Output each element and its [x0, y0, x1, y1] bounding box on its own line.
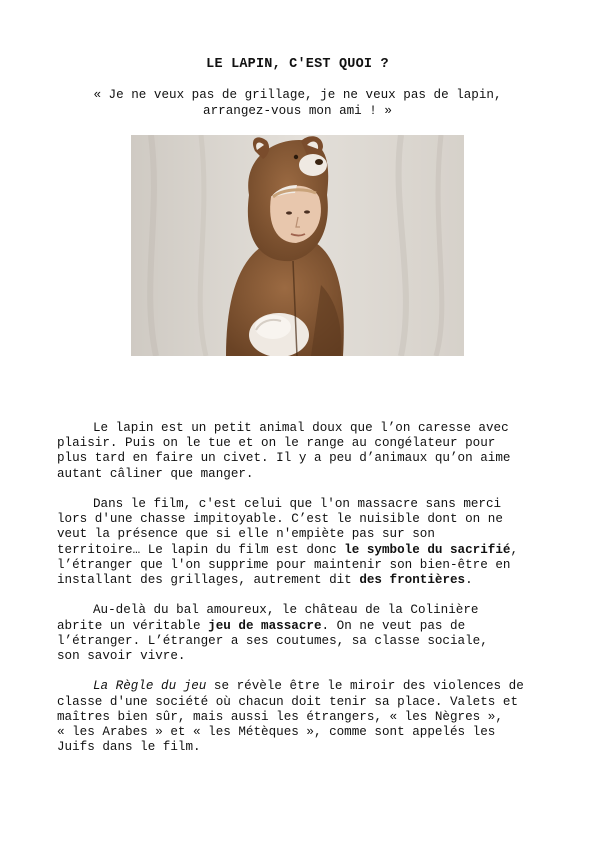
paragraph-1-line1: Le lapin est un petit animal doux que l’on caresse avec	[93, 421, 509, 435]
paragraph-2-emphasis-sacrifie: le symbole du sacrifié	[344, 542, 511, 557]
paragraph-2-text-c: , l’étranger que l'on supprime pour maintenir son bien-être en installant des grillages, autrement dit	[57, 542, 519, 588]
photo-illustration	[131, 135, 464, 356]
article-body	[57, 421, 543, 771]
paragraph-2-text-a: Dans le film, c'est celui que l'on massacre sans merci lors d'une chasse impitoyable. C’est le nuisible dont on ne veut la présence que si elle n'empiète pas sur son territoire… Le lapin du film est donc	[57, 497, 503, 557]
paragraph-2-emphasis-frontieres: des frontières	[359, 573, 466, 588]
paragraph-3-text-a: Au-delà du bal amoureux, le château de la Colinière abrite un véritable	[57, 603, 479, 633]
paragraph-4	[57, 679, 543, 755]
paragraph-4-film-title: La Règle du jeu	[93, 679, 207, 694]
paragraph-2-text-d: .	[465, 573, 473, 588]
paragraph-3-emphasis-massacre: jeu de massacre	[208, 618, 322, 633]
page-title: LE LAPIN, C'EST QUOI ?	[206, 57, 389, 72]
epigraph-quote: « Je ne veux pas de grillage, je ne veux pas de lapin, arrangez-vous mon ami ! »	[93, 88, 502, 118]
paragraph-1-rest: plaisir. Puis on le tue et on le range au congélateur pour plus tard en faire un civet. Il y a peu d’animaux qu’on aime autant câliner que manger.	[57, 436, 511, 481]
paragraph-2	[57, 497, 543, 588]
costume-photo	[131, 135, 464, 356]
paragraph-3-text-c: . On ne veut pas de l’étranger. L’étranger a ses coutumes, sa classe sociale, son savoir vivre.	[57, 618, 488, 664]
paragraph-1	[57, 421, 543, 482]
paragraph-3	[57, 603, 543, 664]
paragraph-4-text-a: se révèle être le miroir des violences de classe d'une société où chacun doit tenir sa place. Valets et maîtres bien sûr, mais aussi les étrangers, « les Nègres », « les Arabes » et « les Métèques », comme sont appelés les Juifs dans le film.	[57, 679, 524, 755]
